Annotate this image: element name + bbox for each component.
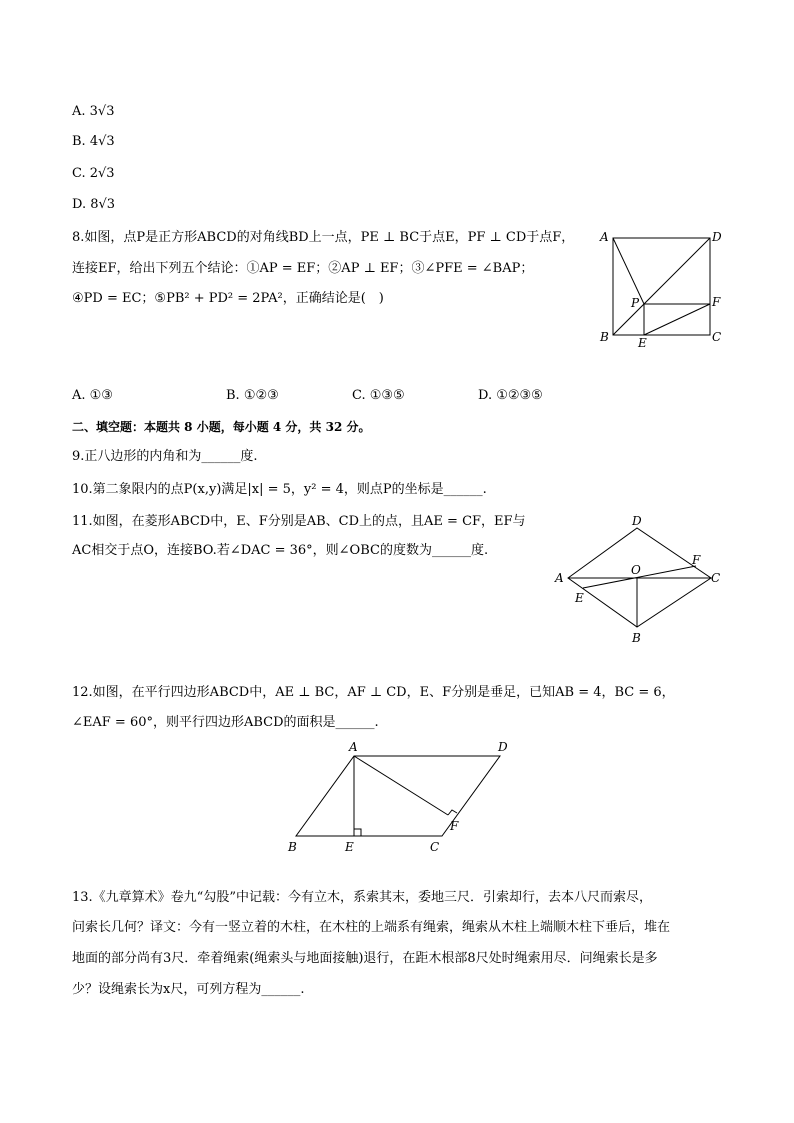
- q11-label-e: E: [575, 591, 584, 605]
- q12-label-a: A: [349, 740, 358, 754]
- q13-line-1: 13.《九章算术》卷九“勾股”中记载：今有立木，系索其末，委地三尺．引索却行，去本八尺而索尽，: [72, 890, 652, 905]
- q12-label-b: B: [288, 840, 297, 854]
- q8-option-c: C. ①③⑤: [352, 388, 405, 403]
- q8-label-d: D: [712, 230, 722, 244]
- q8-option-a: A. ①③: [72, 388, 113, 403]
- q8-label-a: A: [600, 230, 609, 244]
- q10: 10.第二象限内的点P(x,y)满足|x| = 5，y² = 4，则点P的坐标是______.: [72, 482, 487, 497]
- q8-option-d: D. ①②③⑤: [478, 388, 543, 403]
- q13-line-3: 地面的部分尚有3尺．牵着绳索(绳索头与地面接触)退行，在距木根部8尺处时绳索用尽．问绳索长是多: [72, 951, 658, 966]
- q8-option-b: B. ①②③: [226, 388, 279, 403]
- q12-label-e: E: [345, 840, 354, 854]
- q13-line-2: 问索长几何？译文：今有一竖立着的木柱，在木柱的上端系有绳索，绳索从木柱上端顺木柱下垂后，堆在: [72, 920, 671, 935]
- q8-line-1: 8.如图，点P是正方形ABCD的对角线BD上一点，PE ⊥ BC于点E，PF ⊥ CD于点F，: [72, 230, 575, 245]
- q11-label-a: A: [555, 571, 564, 585]
- q11-line-2: AC相交于点O，连接BO.若∠DAC = 36°，则∠OBC的度数为______度.: [72, 543, 489, 558]
- q7-option-a: A. 3√3: [72, 104, 115, 119]
- q12-label-d: D: [498, 740, 508, 754]
- q12-figure: [280, 738, 520, 856]
- q12-label-f: F: [450, 819, 459, 833]
- q11-label-c: C: [711, 571, 721, 585]
- q11-label-b: B: [632, 631, 641, 645]
- q7-option-d: D. 8√3: [72, 197, 116, 212]
- q12-line-1: 12.如图，在平行四边形ABCD中，AE ⊥ BC，AF ⊥ CD，E、F分别是垂足，已知AB = 4，BC = 6，: [72, 685, 675, 700]
- section-heading: 二、填空题：本题共 8 小题，每小题 4 分，共 32 分。: [72, 420, 371, 434]
- q8-label-p: P: [631, 296, 640, 310]
- q8-figure: [595, 225, 730, 350]
- q8-line-3: ④PD = EC；⑤PB² + PD² = 2PA²，正确结论是( ): [72, 291, 384, 306]
- q9: 9.正八边形的内角和为______度.: [72, 449, 258, 464]
- q8-label-e: E: [638, 336, 647, 350]
- q11-line-1: 11.如图，在菱形ABCD中，E、F分别是AB、CD上的点，且AE = CF，EF与: [72, 514, 526, 529]
- q11-label-d: D: [632, 514, 642, 528]
- q7-option-c: C. 2√3: [72, 166, 115, 181]
- q12-line-2: ∠EAF = 60°，则平行四边形ABCD的面积是______.: [72, 715, 379, 730]
- q11-label-f: F: [692, 553, 701, 567]
- q12-label-c: C: [430, 840, 440, 854]
- q7-option-b: B. 4√3: [72, 134, 115, 149]
- q8-label-c: C: [712, 330, 722, 344]
- q11-label-o: O: [631, 563, 641, 577]
- q8-label-b: B: [600, 330, 609, 344]
- q8-label-f: F: [712, 295, 721, 309]
- q11-figure: [550, 512, 730, 647]
- q13-line-4: 少？设绳索长为x尺，可列方程为______.: [72, 982, 305, 997]
- q8-line-2: 连接EF，给出下列五个结论：①AP = EF；②AP ⊥ EF；③∠PFE = ∠BAP；: [72, 261, 534, 276]
